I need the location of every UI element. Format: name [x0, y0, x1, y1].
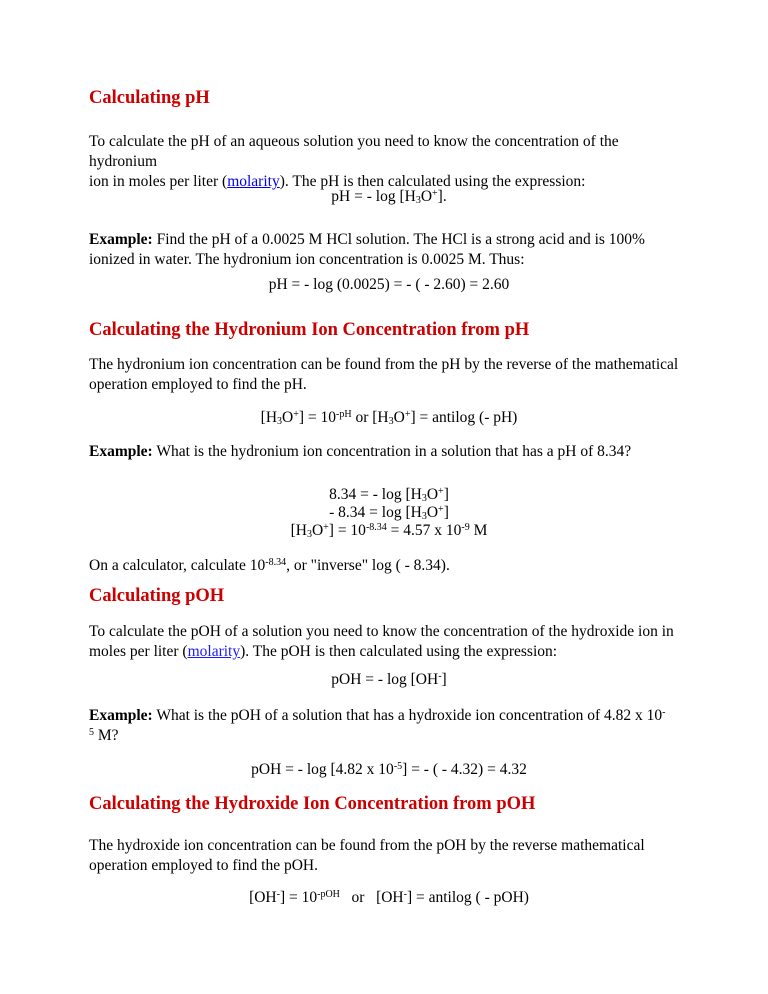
text: ). The pOH is then calculated using the expression: — [240, 643, 558, 660]
superscript: + — [323, 522, 329, 533]
text: O — [426, 486, 439, 503]
text: ] — [443, 504, 449, 521]
step-3 — [89, 521, 689, 543]
text: Find the pH of a 0.0025 M HCl solution. The HCl is a strong acid and is 100% — [152, 231, 645, 248]
text: O — [426, 504, 439, 521]
example-label: Example: — [89, 707, 153, 724]
superscript: - — [276, 889, 280, 900]
text: What is the hydronium ion concentration in a solution that has a pH of 8.34? — [152, 443, 632, 460]
formula-ph — [89, 187, 689, 209]
paragraph-poh-intro — [89, 622, 689, 662]
text: The hydroxide ion concentration can be found from the pOH by the reverse mathematical — [89, 837, 645, 854]
superscript: 5 — [89, 727, 94, 738]
text: O — [420, 188, 433, 205]
paragraph-hydroxide-intro — [89, 836, 689, 876]
text: ionized in water. The hydronium ion concentration is 0.0025 M. Thus: — [89, 251, 525, 268]
subscript: 3 — [306, 529, 312, 540]
text: ). The pH is then calculated using the expression: — [279, 173, 586, 190]
paragraph-ph-intro — [89, 132, 689, 192]
text: 8.34 = - log [H — [329, 486, 422, 503]
example-hydronium — [89, 442, 689, 462]
superscript: + — [438, 504, 444, 515]
heading-calculating-ph: Calculating pH — [89, 88, 210, 108]
subscript: 3 — [421, 511, 427, 522]
example-poh — [89, 706, 689, 746]
text: O — [311, 522, 324, 539]
superscript: - — [662, 707, 666, 718]
text: O — [393, 409, 405, 426]
molarity-link[interactable]: molarity — [187, 643, 241, 660]
text: ion in moles per liter ( — [89, 173, 228, 190]
text: The hydronium ion concentration can be found from the pH by the reverse of the mathematical — [89, 356, 679, 373]
text: operation employed to find the pH. — [89, 376, 307, 393]
text: ] — [441, 671, 447, 688]
subscript: 3 — [421, 493, 427, 504]
text: On a calculator, calculate 10 — [89, 557, 266, 574]
superscript: -9 — [461, 522, 470, 533]
superscript: + — [293, 409, 299, 420]
result-ph: pH = - log (0.0025) = - ( - 2.60) = 2.60 — [268, 276, 510, 293]
text: or [H — [351, 409, 389, 426]
heading-calculating-poh: Calculating pOH — [89, 586, 225, 606]
molarity-link[interactable]: molarity — [227, 173, 280, 190]
paragraph-hydronium-intro — [89, 355, 689, 395]
superscript: + — [432, 188, 438, 199]
text: To calculate the pH of an aqueous solution you need to know the concentration of the hydronium — [89, 133, 619, 170]
formula-hydronium — [89, 408, 689, 430]
text: [H — [260, 409, 278, 426]
text: ] = - ( - 4.32) = 4.32 — [402, 761, 527, 778]
text: ] = antilog (- pH) — [410, 409, 518, 426]
heading-hydronium-from-ph: Calculating the Hydronium Ion Concentration from pH — [89, 320, 530, 340]
example-label: Example: — [89, 231, 153, 248]
formula-hydroxide — [89, 888, 689, 908]
heading-hydroxide-from-poh: Calculating the Hydroxide Ion Concentration from pOH — [89, 794, 536, 814]
text: moles per liter ( — [89, 643, 188, 660]
result-poh — [89, 760, 689, 780]
example-ph — [89, 230, 689, 270]
superscript: -5 — [393, 761, 403, 772]
subscript: 3 — [388, 416, 394, 427]
text: To calculate the pOH of a solution you need to know the concentration of the hydroxide ion in — [89, 623, 674, 640]
text: pH = - log [H — [331, 188, 416, 205]
text: ] = 10 — [279, 889, 318, 906]
text: M? — [94, 727, 119, 744]
text: ] — [443, 486, 449, 503]
superscript: + — [438, 486, 444, 497]
superscript: -pOH — [317, 889, 340, 900]
text: = 4.57 x 10 — [386, 522, 462, 539]
superscript: - — [403, 889, 407, 900]
text: ] = 10 — [298, 409, 337, 426]
superscript: -pH — [336, 409, 352, 420]
superscript: -8.34 — [265, 557, 287, 568]
superscript: - — [438, 671, 442, 682]
text: [OH — [249, 889, 277, 906]
text: O — [282, 409, 294, 426]
subscript: 3 — [277, 416, 283, 427]
text: ] = antilog ( - pOH) — [406, 889, 529, 906]
text: , or "inverse" log ( - 8.34). — [286, 557, 450, 574]
subscript: 3 — [415, 195, 421, 206]
formula-poh — [89, 670, 689, 690]
text: pOH = - log [4.82 x 10 — [251, 761, 394, 778]
text: pOH = - log [OH — [331, 671, 439, 688]
text: M — [469, 522, 488, 539]
text: - 8.34 = log [H — [329, 504, 422, 521]
calculator-note — [89, 556, 689, 576]
example-label: Example: — [89, 443, 153, 460]
text: [H — [290, 522, 307, 539]
text: What is the pOH of a solution that has a hydroxide ion concentration of 4.82 x 10 — [152, 707, 663, 724]
superscript: + — [404, 409, 411, 420]
superscript: -8.34 — [365, 522, 387, 533]
text: or [OH — [339, 889, 404, 906]
text: ] = 10 — [328, 522, 366, 539]
text: operation employed to find the pOH. — [89, 857, 319, 874]
text: ]. — [437, 188, 447, 205]
